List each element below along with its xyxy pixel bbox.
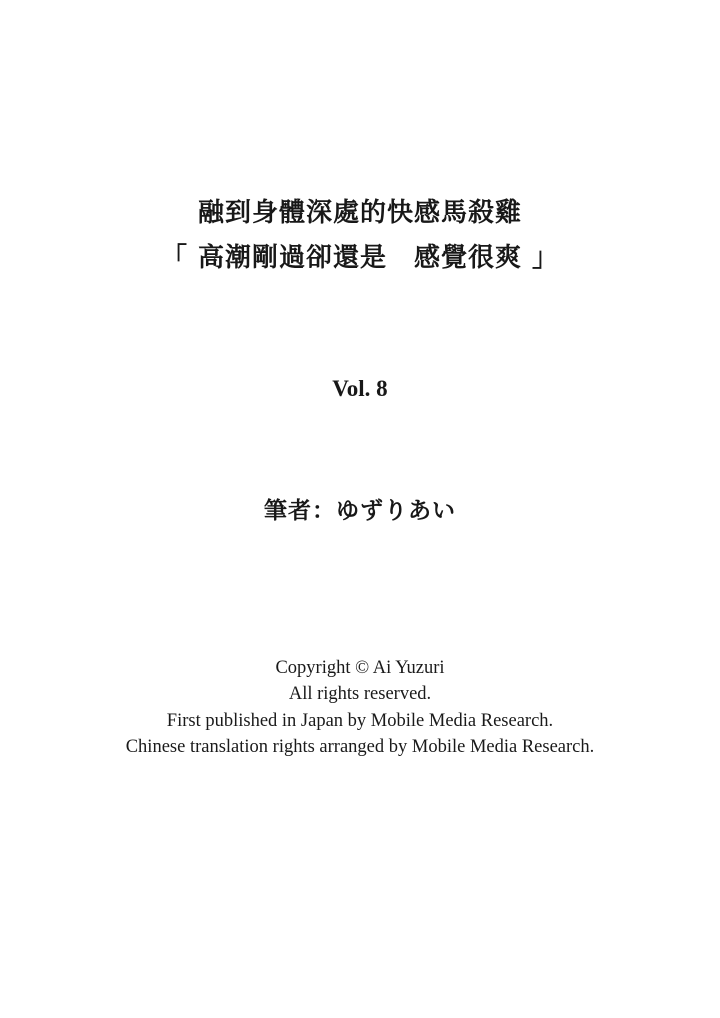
rights-line: All rights reserved.	[288, 684, 432, 705]
title-block	[0, 196, 720, 276]
author-credit: 筆者：ゆずりあい	[264, 498, 456, 524]
translation-rights-line: Chinese translation rights arranged by Mobile Media Research.	[125, 736, 595, 757]
publisher-line: First published in Japan by Mobile Media Research.	[166, 710, 554, 731]
page-title-line-2: 「 高潮剛過卻還是 感覺很爽 」	[160, 243, 560, 274]
volume-label: Vol. 8	[332, 376, 388, 401]
page-title-line-1: 融到身體深處的快感馬殺雞	[197, 198, 522, 228]
colophon	[0, 655, 720, 760]
copyright-line: Copyright © Ai Yuzuri	[275, 658, 445, 678]
